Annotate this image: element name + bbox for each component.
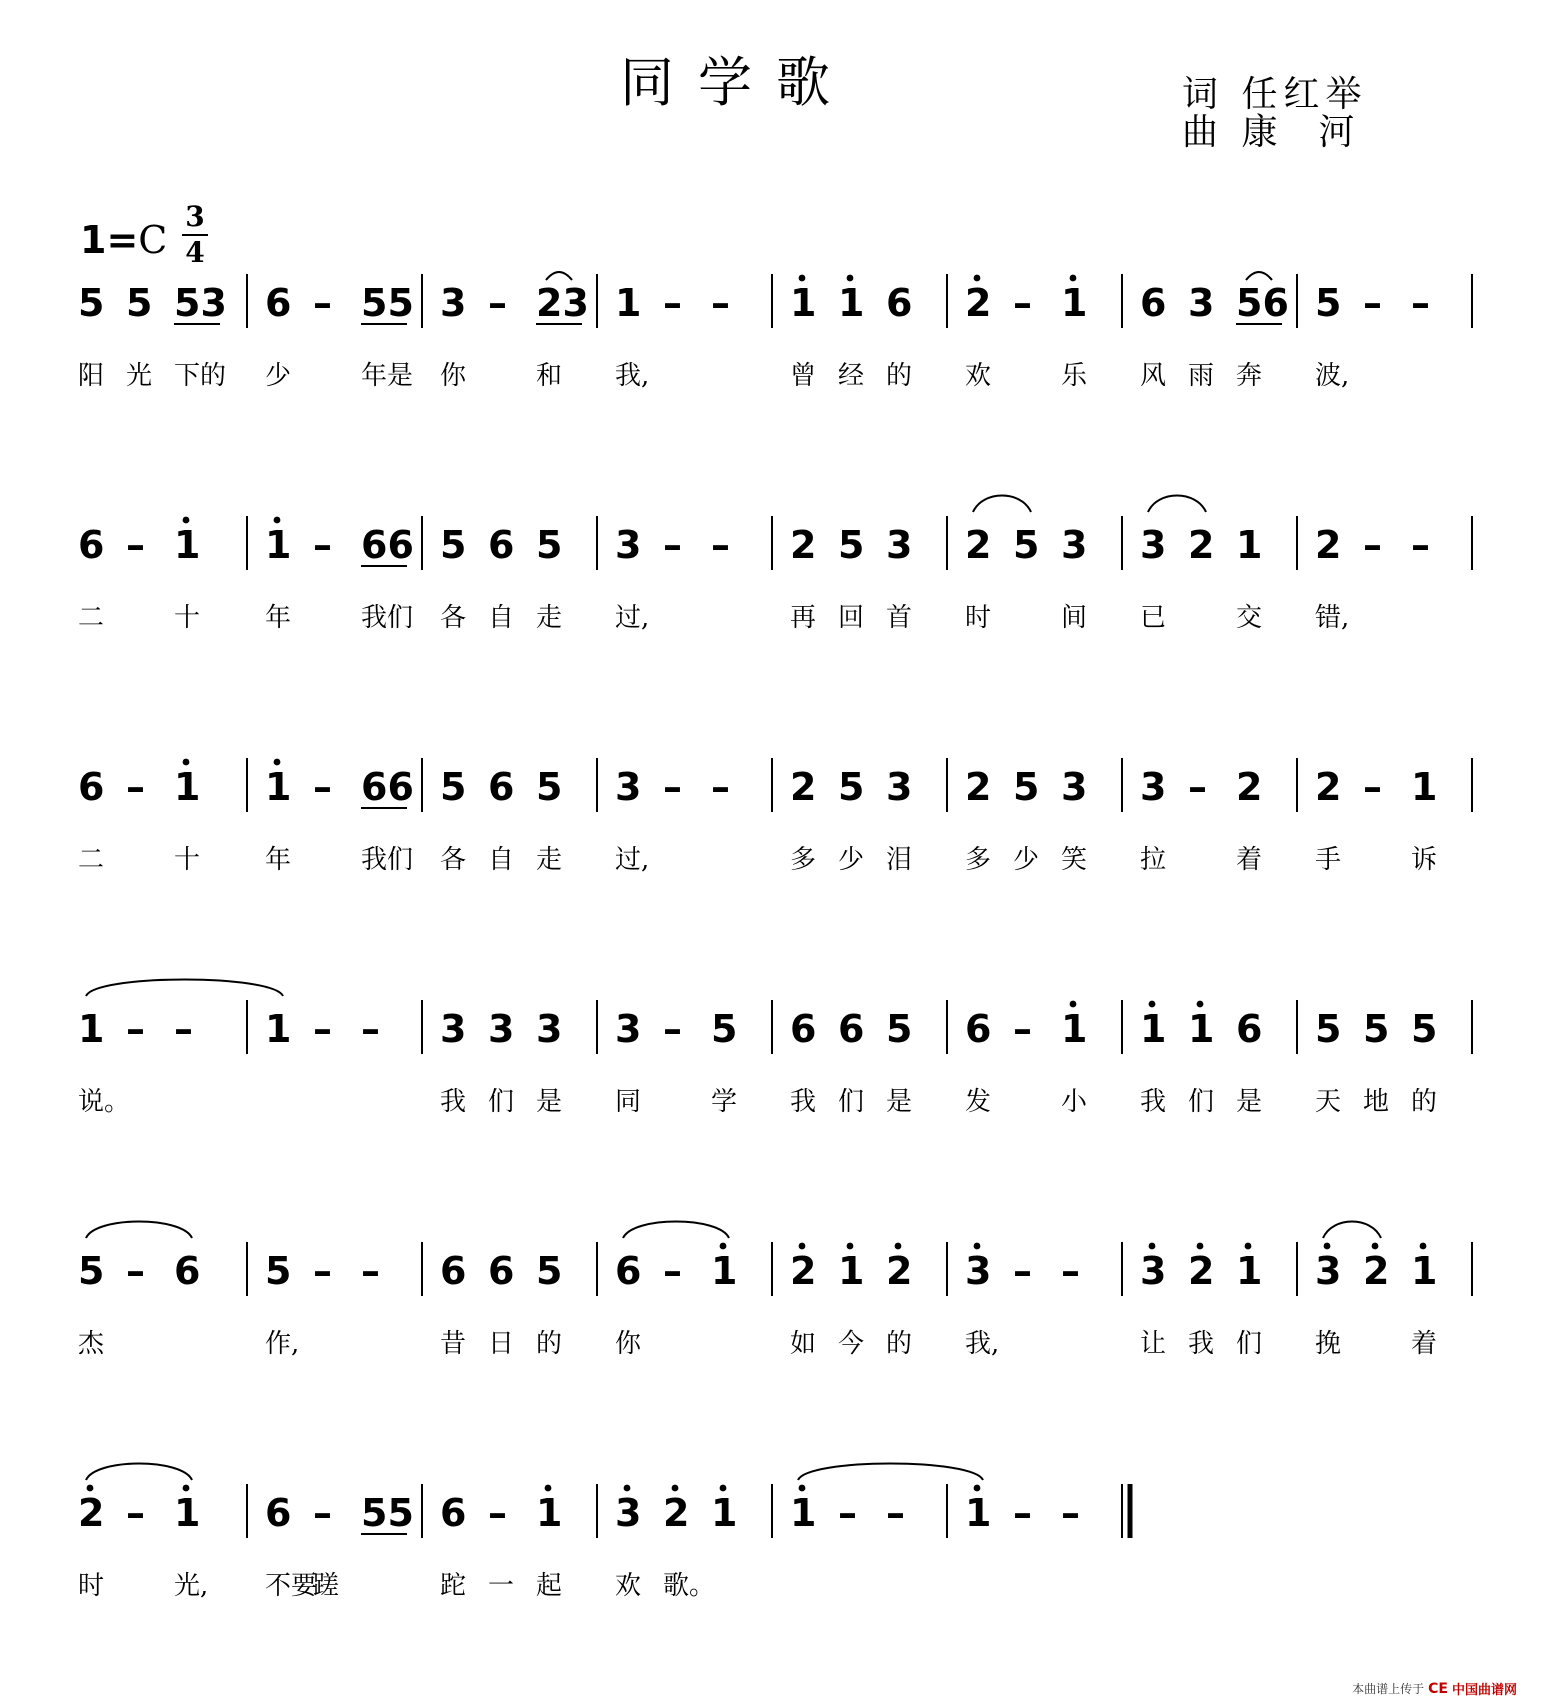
lyric-syllable: 拉 — [1140, 845, 1167, 875]
note-digit: 56 — [1236, 281, 1289, 325]
lyric-syllable: 着 — [1411, 1329, 1438, 1359]
dash-mark: – — [838, 1491, 857, 1535]
note-digit: 1 — [265, 1007, 292, 1051]
note-digit: 53 — [174, 281, 227, 325]
octave-dot — [1070, 1001, 1077, 1008]
lyric-syllable: 奔 — [1236, 361, 1263, 391]
octave-dot — [1197, 1001, 1204, 1008]
note-digit: 6 — [838, 1007, 865, 1051]
note-digit: 1 — [1188, 1007, 1215, 1051]
lyric-syllable: 的 — [886, 361, 913, 391]
dash-mark: – — [1013, 1249, 1032, 1293]
slur-arc — [623, 1222, 729, 1239]
note-digit: 1 — [174, 1491, 201, 1535]
lyric-syllable: 我 — [790, 1087, 817, 1117]
lyric-syllable: 年 — [265, 603, 292, 633]
dash-mark: – — [1188, 765, 1207, 809]
note-digit: 3 — [536, 1007, 563, 1051]
dash-mark: – — [1013, 1491, 1032, 1535]
slur-arc — [86, 980, 283, 997]
note-digit: 1 — [838, 1249, 865, 1293]
dash-mark: – — [126, 1249, 145, 1293]
dash-mark: – — [711, 281, 730, 325]
note-digit: 2 — [965, 523, 992, 567]
octave-dot — [1324, 1243, 1331, 1250]
footer-text: 本曲谱上传于 — [1352, 1682, 1425, 1696]
note-digit: 5 — [265, 1249, 292, 1293]
dash-mark: – — [174, 1007, 193, 1051]
octave-dot — [274, 517, 281, 524]
key-prefix: 1= — [80, 218, 139, 262]
lyric-syllable: 光, — [174, 1571, 209, 1601]
octave-dot — [183, 517, 190, 524]
note-digit: 5 — [440, 765, 467, 809]
lyric-syllable: 们 — [1188, 1087, 1215, 1117]
lyric-syllable: 我 — [1188, 1329, 1215, 1359]
lyricist-credit: 词 任红举 — [1182, 74, 1368, 115]
dash-mark: – — [361, 1007, 380, 1051]
lyric-syllable: 的 — [1411, 1087, 1438, 1117]
lyric-syllable: 我 — [1140, 1087, 1167, 1117]
dash-mark: – — [1363, 281, 1382, 325]
note-digit: 1 — [1061, 281, 1088, 325]
lyric-syllable: 我们 — [361, 845, 414, 875]
note-digit: 3 — [1140, 1249, 1167, 1293]
lyric-syllable: 同 — [615, 1087, 642, 1117]
lyric-syllable: 挽 — [1315, 1329, 1342, 1359]
octave-dot — [624, 1485, 631, 1492]
note-digit: 2 — [1315, 523, 1342, 567]
note-digit: 2 — [663, 1491, 690, 1535]
octave-dot — [847, 275, 854, 282]
note-digit: 3 — [440, 281, 467, 325]
note-digit: 3 — [1315, 1249, 1342, 1293]
note-digit: 3 — [1140, 523, 1167, 567]
dash-mark: – — [313, 765, 332, 809]
lyric-syllable: 们 — [1236, 1329, 1263, 1359]
note-digit: 2 — [1236, 765, 1263, 809]
lyric-syllable: 年 — [265, 845, 292, 875]
lyric-syllable: 自 — [488, 845, 515, 875]
lyric-syllable: 作, — [265, 1329, 300, 1359]
note-digit: 3 — [1140, 765, 1167, 809]
lyric-syllable: 错, — [1315, 603, 1350, 633]
lyric-syllable: 少 — [265, 361, 292, 391]
lyric-syllable: 时 — [965, 603, 992, 633]
dash-mark: – — [126, 1491, 145, 1535]
note-digit: 5 — [536, 1249, 563, 1293]
lyric-syllable: 各 — [440, 603, 467, 633]
note-digit: 6 — [790, 1007, 817, 1051]
note-digit: 5 — [126, 281, 153, 325]
dash-mark: – — [126, 1007, 145, 1051]
slur-arc — [1148, 496, 1206, 513]
octave-dot — [1420, 1243, 1427, 1250]
octave-dot — [720, 1485, 727, 1492]
lyric-syllable: 多 — [790, 845, 817, 875]
slur-arc — [798, 1464, 983, 1481]
lyric-syllable: 过, — [615, 603, 650, 633]
lyric-syllable: 时 — [78, 1571, 105, 1601]
note-digit: 3 — [886, 523, 913, 567]
note-digit: 6 — [1236, 1007, 1263, 1051]
note-digit: 6 — [965, 1007, 992, 1051]
lyric-syllable: 的 — [536, 1329, 563, 1359]
note-digit: 2 — [965, 765, 992, 809]
dash-mark: – — [1363, 523, 1382, 567]
dash-mark: – — [663, 1249, 682, 1293]
note-digit: 2 — [790, 765, 817, 809]
time-signature-top: 3 — [185, 200, 205, 233]
note-digit: 5 — [1363, 1007, 1390, 1051]
lyric-syllable: 交 — [1236, 603, 1263, 633]
note-digit: 2 — [790, 523, 817, 567]
lyric-syllable: 我们 — [361, 603, 414, 633]
note-digit: 5 — [536, 523, 563, 567]
lyric-syllable: 诉 — [1411, 845, 1438, 875]
octave-dot — [1149, 1001, 1156, 1008]
note-digit: 3 — [488, 1007, 515, 1051]
note-digit: 1 — [1061, 1007, 1088, 1051]
octave-dot — [87, 1485, 94, 1492]
note-digit: 5 — [440, 523, 467, 567]
note-digit: 1 — [265, 765, 292, 809]
lyric-syllable: 光 — [126, 361, 153, 391]
lyric-syllable: 我 — [440, 1087, 467, 1117]
site-logo: CE — [1428, 1680, 1448, 1697]
octave-dot — [799, 1243, 806, 1250]
lyric-syllable: 是 — [886, 1087, 913, 1117]
lyric-syllable: 少 — [838, 845, 865, 875]
dash-mark: – — [488, 281, 507, 325]
lyric-syllable: 你 — [440, 361, 467, 391]
dash-mark: – — [886, 1491, 905, 1535]
octave-dot — [799, 1485, 806, 1492]
note-digit: 2 — [1315, 765, 1342, 809]
lyric-syllable: 说。 — [78, 1087, 131, 1117]
note-digit: 55 — [361, 1491, 414, 1535]
dash-mark: – — [313, 281, 332, 325]
octave-dot — [1245, 1243, 1252, 1250]
lyric-syllable: 阳 — [78, 361, 105, 391]
lyric-syllable: 二 — [78, 603, 105, 633]
lyric-syllable: 如 — [790, 1329, 817, 1359]
octave-dot — [720, 1243, 727, 1250]
dash-mark: – — [1411, 523, 1430, 567]
lyric-syllable: 走 — [536, 845, 563, 875]
dash-mark: – — [126, 523, 145, 567]
note-digit: 23 — [536, 281, 589, 325]
slur-arc — [86, 1464, 192, 1481]
lyric-syllable: 过, — [615, 845, 650, 875]
slur-arc — [973, 496, 1031, 513]
note-digit: 2 — [965, 281, 992, 325]
dash-mark: – — [313, 523, 332, 567]
slur-arc — [1323, 1222, 1381, 1239]
note-digit: 1 — [1411, 765, 1438, 809]
note-digit: 1 — [790, 1491, 817, 1535]
lyric-syllable: 是 — [1236, 1087, 1263, 1117]
octave-dot — [974, 275, 981, 282]
lyric-syllable: 乐 — [1061, 361, 1088, 391]
dash-mark: – — [663, 765, 682, 809]
lyric-syllable: 让 — [1140, 1329, 1167, 1359]
dash-mark: – — [663, 281, 682, 325]
footer-credit — [1352, 1679, 1517, 1698]
note-digit: 1 — [615, 281, 642, 325]
dash-mark: – — [711, 523, 730, 567]
note-digit: 3 — [615, 765, 642, 809]
lyric-syllable: 跎 — [440, 1571, 467, 1601]
octave-dot — [183, 759, 190, 766]
dash-mark: – — [1411, 281, 1430, 325]
octave-dot — [1070, 275, 1077, 282]
note-digit: 6 — [440, 1249, 467, 1293]
note-digit: 5 — [78, 1249, 105, 1293]
slur-arc — [86, 1222, 192, 1239]
lyric-syllable: 十 — [174, 845, 201, 875]
note-digit: 1 — [790, 281, 817, 325]
lyric-syllable: 天 — [1315, 1087, 1342, 1117]
note-digit: 5 — [78, 281, 105, 325]
lyric-syllable: 地 — [1363, 1087, 1390, 1117]
note-digit: 5 — [1013, 523, 1040, 567]
lyric-syllable: 二 — [78, 845, 105, 875]
lyric-syllable: 蹉 — [313, 1571, 340, 1601]
note-digit: 3 — [1188, 281, 1215, 325]
dash-mark: – — [711, 765, 730, 809]
lyric-syllable: 我, — [965, 1329, 1000, 1359]
dash-mark: – — [313, 1007, 332, 1051]
song-title: 同学歌 — [620, 51, 854, 114]
note-digit: 5 — [1013, 765, 1040, 809]
note-digit: 3 — [615, 1491, 642, 1535]
note-digit: 2 — [1363, 1249, 1390, 1293]
note-digit: 5 — [1315, 1007, 1342, 1051]
lyric-syllable: 已 — [1140, 603, 1167, 633]
octave-dot — [545, 1485, 552, 1492]
note-digit: 5 — [1411, 1007, 1438, 1051]
note-digit: 1 — [711, 1491, 738, 1535]
composer-credit: 曲 康 河 — [1182, 112, 1361, 153]
lyric-syllable: 的 — [886, 1329, 913, 1359]
dash-mark: – — [313, 1491, 332, 1535]
note-digit: 1 — [174, 765, 201, 809]
lyric-syllable: 笑 — [1061, 845, 1088, 875]
note-digit: 1 — [1236, 1249, 1263, 1293]
site-name: 中国曲谱网 — [1451, 1683, 1517, 1698]
note-digit: 6 — [615, 1249, 642, 1293]
note-digit: 1 — [1411, 1249, 1438, 1293]
lyric-syllable: 们 — [838, 1087, 865, 1117]
lyric-syllable: 们 — [488, 1087, 515, 1117]
lyric-syllable: 各 — [440, 845, 467, 875]
note-digit: 66 — [361, 523, 414, 567]
octave-dot — [1149, 1243, 1156, 1250]
note-digit: 6 — [488, 1249, 515, 1293]
note-digit: 2 — [1188, 523, 1215, 567]
dash-mark: – — [1061, 1249, 1080, 1293]
time-signature-bottom: 4 — [182, 234, 208, 270]
lyric-syllable: 杰 — [78, 1329, 105, 1359]
lyric-syllable: 自 — [488, 603, 515, 633]
lyric-syllable: 今 — [838, 1329, 865, 1359]
lyric-syllable: 起 — [536, 1571, 563, 1601]
dash-mark: – — [313, 1249, 332, 1293]
lyric-syllable: 着 — [1236, 845, 1263, 875]
note-digit: 5 — [1315, 281, 1342, 325]
octave-dot — [183, 1485, 190, 1492]
note-digit: 6 — [174, 1249, 201, 1293]
tie-arc — [1246, 272, 1272, 280]
note-digit: 5 — [536, 765, 563, 809]
lyric-syllable: 是 — [536, 1087, 563, 1117]
note-digit: 1 — [1236, 523, 1263, 567]
lyric-syllable: 泪 — [886, 845, 913, 875]
lyric-syllable: 小 — [1061, 1087, 1088, 1117]
lyric-syllable: 十 — [174, 603, 201, 633]
dash-mark: – — [126, 765, 145, 809]
octave-dot — [1372, 1243, 1379, 1250]
octave-dot — [1197, 1243, 1204, 1250]
lyric-syllable: 手 — [1315, 845, 1342, 875]
octave-dot — [847, 1243, 854, 1250]
dash-mark: – — [1363, 765, 1382, 809]
dash-mark: – — [488, 1491, 507, 1535]
note-digit: 1 — [536, 1491, 563, 1535]
note-digit: 3 — [1061, 523, 1088, 567]
lyric-syllable: 雨 — [1188, 361, 1215, 391]
octave-dot — [974, 1243, 981, 1250]
octave-dot — [672, 1485, 679, 1492]
note-digit: 6 — [488, 523, 515, 567]
lyric-syllable: 学 — [711, 1087, 738, 1117]
lyric-syllable: 回 — [838, 603, 865, 633]
lyric-syllable: 少 — [1013, 845, 1040, 875]
octave-dot — [974, 1485, 981, 1492]
note-digit: 3 — [965, 1249, 992, 1293]
note-digit: 3 — [615, 1007, 642, 1051]
note-digit: 66 — [361, 765, 414, 809]
lyric-syllable: 年是 — [361, 361, 414, 391]
lyric-syllable: 不要 — [265, 1571, 318, 1601]
note-digit: 3 — [1061, 765, 1088, 809]
lyric-syllable: 曾 — [790, 361, 817, 391]
note-digit: 5 — [838, 765, 865, 809]
octave-dot — [895, 1243, 902, 1250]
note-digit: 1 — [838, 281, 865, 325]
lyric-syllable: 多 — [965, 845, 992, 875]
note-digit: 1 — [265, 523, 292, 567]
note-digit: 3 — [886, 765, 913, 809]
lyric-syllable: 歌。 — [663, 1571, 716, 1601]
note-digit: 6 — [1140, 281, 1167, 325]
dash-mark: – — [663, 523, 682, 567]
note-digit: 6 — [78, 765, 105, 809]
lyric-syllable: 经 — [838, 361, 865, 391]
note-digit: 2 — [886, 1249, 913, 1293]
note-digit: 1 — [711, 1249, 738, 1293]
octave-dot — [274, 759, 281, 766]
note-digit: 2 — [1188, 1249, 1215, 1293]
note-digit: 5 — [711, 1007, 738, 1051]
lyric-syllable: 你 — [615, 1329, 642, 1359]
note-digit: 6 — [265, 1491, 292, 1535]
note-digit: 1 — [965, 1491, 992, 1535]
lyric-syllable: 我, — [615, 361, 650, 391]
lyric-syllable: 欢 — [965, 361, 992, 391]
note-digit: 3 — [615, 523, 642, 567]
note-digit: 1 — [1140, 1007, 1167, 1051]
note-digit: 6 — [265, 281, 292, 325]
note-digit: 5 — [838, 523, 865, 567]
dash-mark: – — [1013, 281, 1032, 325]
key-letter: C — [138, 218, 168, 262]
note-digit: 6 — [886, 281, 913, 325]
note-digit: 55 — [361, 281, 414, 325]
dash-mark: – — [663, 1007, 682, 1051]
lyric-syllable: 一 — [488, 1571, 515, 1601]
lyric-syllable: 风 — [1140, 361, 1167, 391]
lyric-syllable: 欢 — [615, 1571, 642, 1601]
note-digit: 1 — [174, 523, 201, 567]
lyric-syllable: 间 — [1061, 603, 1088, 633]
note-digit: 2 — [790, 1249, 817, 1293]
dash-mark: – — [1013, 1007, 1032, 1051]
note-digit: 5 — [886, 1007, 913, 1051]
lyric-syllable: 和 — [536, 361, 563, 391]
lyric-syllable: 波, — [1315, 361, 1350, 391]
octave-dot — [799, 275, 806, 282]
dash-mark: – — [361, 1249, 380, 1293]
lyric-syllable: 发 — [965, 1087, 992, 1117]
lyric-syllable: 首 — [886, 603, 913, 633]
lyric-syllable: 走 — [536, 603, 563, 633]
lyric-syllable: 日 — [488, 1329, 515, 1359]
note-digit: 2 — [78, 1491, 105, 1535]
note-digit: 6 — [440, 1491, 467, 1535]
dash-mark: – — [1061, 1491, 1080, 1535]
tie-arc — [546, 272, 572, 280]
lyric-syllable: 再 — [790, 603, 817, 633]
note-digit: 6 — [488, 765, 515, 809]
note-digit: 6 — [78, 523, 105, 567]
note-digit: 1 — [78, 1007, 105, 1051]
note-digit: 3 — [440, 1007, 467, 1051]
lyric-syllable: 下的 — [174, 361, 227, 391]
lyric-syllable: 昔 — [440, 1329, 467, 1359]
